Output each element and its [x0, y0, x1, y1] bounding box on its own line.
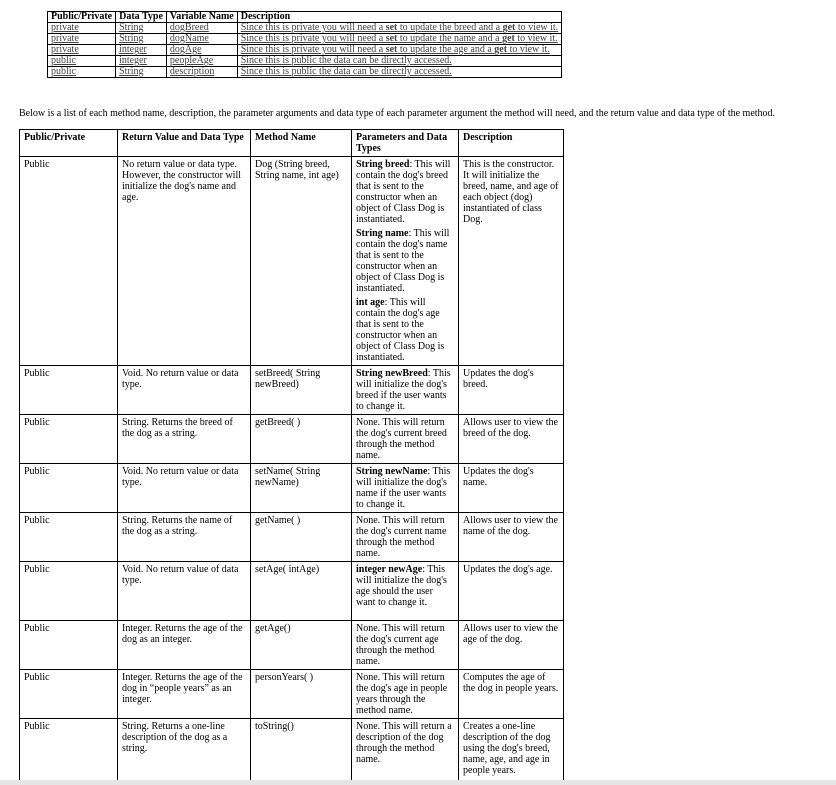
header-variable-name: Variable Name	[166, 12, 237, 23]
parameter-entry	[356, 228, 454, 294]
variable-name: description	[166, 67, 237, 78]
method-description: Updates the dog's age.	[459, 562, 564, 621]
description-text: to view it.	[515, 22, 559, 33]
method-description: Allows user to view the breed of the dog.	[459, 415, 564, 464]
methods-table	[19, 129, 564, 785]
parameter-text: : This will initialize the dog's name if the user wants to change it.	[356, 466, 451, 510]
method-parameters	[352, 513, 459, 562]
header-description: Description	[459, 130, 564, 157]
method-return-value: String. Returns the name of the dog as a string.	[118, 513, 251, 562]
method-access: Public	[20, 464, 118, 513]
method-parameters	[352, 562, 459, 621]
parameter-entry	[356, 417, 454, 461]
method-return-value: Integer. Returns the age of the dog in “people years” as an integer.	[118, 670, 251, 719]
method-access: Public	[20, 157, 118, 366]
method-parameters	[352, 157, 459, 366]
variables-table	[47, 11, 562, 78]
parameter-name: int age	[356, 297, 385, 308]
parameter-name: String newName	[356, 466, 428, 477]
variable-name: peopleAge	[166, 56, 237, 67]
description-keyword-set: set	[385, 44, 398, 55]
method-name: toString()	[251, 719, 352, 785]
method-return-value: No return value or data type. However, the constructor will initialize the dog's name and age.	[118, 157, 251, 366]
header-access: Public/Private	[20, 130, 118, 157]
method-row	[20, 621, 564, 670]
method-return-value: Void. No return value of data type.	[118, 562, 251, 621]
parameter-text: : This will initialize the dog's breed if the user wants to change it.	[356, 368, 451, 412]
description-keyword-get: get	[502, 33, 515, 44]
parameter-entry	[356, 672, 454, 716]
header-return-value: Return Value and Data Type	[118, 130, 251, 157]
parameter-entry	[356, 368, 454, 412]
method-row	[20, 719, 564, 785]
method-row	[20, 513, 564, 562]
variables-row	[48, 67, 562, 78]
variable-access: private	[48, 34, 116, 45]
method-name: personYears( )	[251, 670, 352, 719]
variables-row	[48, 34, 562, 45]
parameter-entry	[356, 159, 454, 225]
method-return-value: String. Returns a one-line description of the dog as a string.	[118, 719, 251, 785]
description-text: to update the name and a	[397, 33, 503, 44]
parameter-text: : This will contain the dog's name that is sent to the constructor when an object of Class Dog is instantiated.	[356, 228, 450, 294]
page-bottom-edge	[0, 780, 836, 785]
header-method-name: Method Name	[251, 130, 352, 157]
method-access: Public	[20, 513, 118, 562]
method-row	[20, 562, 564, 621]
method-parameters	[352, 621, 459, 670]
variable-description	[237, 67, 561, 78]
variable-description	[237, 45, 561, 56]
method-description: This is the constructor. It will initialize the breed, name, and age of each object (dog) instantiated of class Dog.	[459, 157, 564, 366]
description-text: Since this is public the data can be directly accessed.	[240, 66, 452, 77]
header-data-type: Data Type	[116, 12, 167, 23]
method-access: Public	[20, 366, 118, 415]
method-row	[20, 464, 564, 513]
description-text: Since this is private you will need a	[240, 44, 386, 55]
parameter-name: String name	[356, 228, 409, 239]
method-row	[20, 366, 564, 415]
parameter-name: String breed	[356, 159, 410, 170]
variables-row	[48, 45, 562, 56]
description-keyword-get: get	[502, 22, 516, 33]
variable-access: public	[48, 67, 116, 78]
method-description: Updates the dog's breed.	[459, 366, 564, 415]
method-name: getAge()	[251, 621, 352, 670]
method-description: Allows user to view the age of the dog.	[459, 621, 564, 670]
variables-header-row	[48, 12, 562, 23]
parameter-entry	[356, 466, 454, 510]
methods-intro-text: Below is a list of each method name, description, the parameter arguments and data type of each parameter argument the method will need, and the return value and data type of the method.	[19, 108, 776, 119]
method-name: getBreed( )	[251, 415, 352, 464]
method-parameters	[352, 415, 459, 464]
method-access: Public	[20, 621, 118, 670]
parameter-text: None. This will return the dog's current breed through the method name.	[356, 417, 447, 461]
method-return-value: Void. No return value or data type.	[118, 464, 251, 513]
variable-data-type: String	[116, 67, 167, 78]
variable-description	[237, 23, 561, 34]
description-text: Since this is public the data can be directly accessed.	[240, 55, 452, 66]
method-return-value: String. Returns the breed of the dog as a string.	[118, 415, 251, 464]
variable-name: dogAge	[166, 45, 237, 56]
variable-data-type: integer	[116, 56, 167, 67]
parameter-text: : This will contain the dog's age that is sent to the constructor when an object of Class Dog is instantiated.	[356, 297, 445, 363]
parameter-entry	[356, 721, 454, 765]
description-keyword-set: set	[385, 33, 398, 44]
method-access: Public	[20, 670, 118, 719]
method-description: Computes the age of the dog in people years.	[459, 670, 564, 719]
header-parameters: Parameters and Data Types	[352, 130, 459, 157]
variable-access: public	[48, 56, 116, 67]
method-parameters	[352, 719, 459, 785]
variable-description	[237, 56, 561, 67]
method-parameters	[352, 670, 459, 719]
method-access: Public	[20, 415, 118, 464]
method-parameters	[352, 366, 459, 415]
method-access: Public	[20, 719, 118, 785]
method-description: Allows user to view the name of the dog.	[459, 513, 564, 562]
method-parameters	[352, 464, 459, 513]
method-return-value: Void. No return value or data type.	[118, 366, 251, 415]
description-text: to view it.	[507, 44, 550, 55]
variables-table-body	[48, 23, 562, 78]
variable-name: dogName	[166, 34, 237, 45]
method-row	[20, 415, 564, 464]
parameter-text: : This will initialize the dog's age should the user want to change it.	[356, 564, 447, 608]
description-text: Since this is private you will need a	[240, 22, 386, 33]
method-return-value: Integer. Returns the age of the dog as an integer.	[118, 621, 251, 670]
variables-row	[48, 56, 562, 67]
variables-row	[48, 23, 562, 34]
description-text: to update the age and a	[397, 44, 495, 55]
method-name: setName( String newName)	[251, 464, 352, 513]
method-description: Updates the dog's name.	[459, 464, 564, 513]
methods-table-body	[20, 157, 564, 785]
method-name: Dog (String breed, String name, int age)	[251, 157, 352, 366]
method-name: setAge( intAge)	[251, 562, 352, 621]
method-access: Public	[20, 562, 118, 621]
parameter-entry	[356, 297, 454, 363]
description-keyword-get: get	[494, 44, 508, 55]
description-text: to update the breed and a	[397, 22, 503, 33]
variable-access: private	[48, 45, 116, 56]
description-text: to view it.	[514, 33, 558, 44]
description-text: Since this is private you will need a	[240, 33, 386, 44]
variable-data-type: String	[116, 23, 167, 34]
parameter-name: String newBreed	[356, 368, 428, 379]
method-row	[20, 670, 564, 719]
method-row	[20, 157, 564, 366]
parameter-text: None. This will return the dog's current name through the method name.	[356, 515, 447, 559]
header-access: Public/Private	[48, 12, 116, 23]
parameter-entry	[356, 623, 454, 667]
variable-access: private	[48, 23, 116, 34]
variable-data-type: String	[116, 34, 167, 45]
parameter-text: None. This will return the dog's current age through the method name.	[356, 623, 445, 667]
parameter-text: None. This will return a description of the dog through the method name.	[356, 721, 452, 765]
description-keyword-set: set	[385, 22, 398, 33]
parameter-text: : This will contain the dog's breed that is sent to the constructor when an object of Class Dog is instantiated.	[356, 159, 451, 225]
parameter-entry	[356, 564, 454, 608]
parameter-text: None. This will return the dog's age in people years through the method name.	[356, 672, 448, 716]
variable-description	[237, 34, 561, 45]
header-description: Description	[237, 12, 561, 23]
parameter-name: integer newAge	[356, 564, 423, 575]
method-name: getName( )	[251, 513, 352, 562]
variable-name: dogBreed	[166, 23, 237, 34]
method-description: Creates a one-line description of the dog using the dog's breed, name, age, and age in people years.	[459, 719, 564, 785]
parameter-entry	[356, 515, 454, 559]
variable-data-type: integer	[116, 45, 167, 56]
methods-header-row	[20, 130, 564, 157]
method-name: setBreed( String newBreed)	[251, 366, 352, 415]
